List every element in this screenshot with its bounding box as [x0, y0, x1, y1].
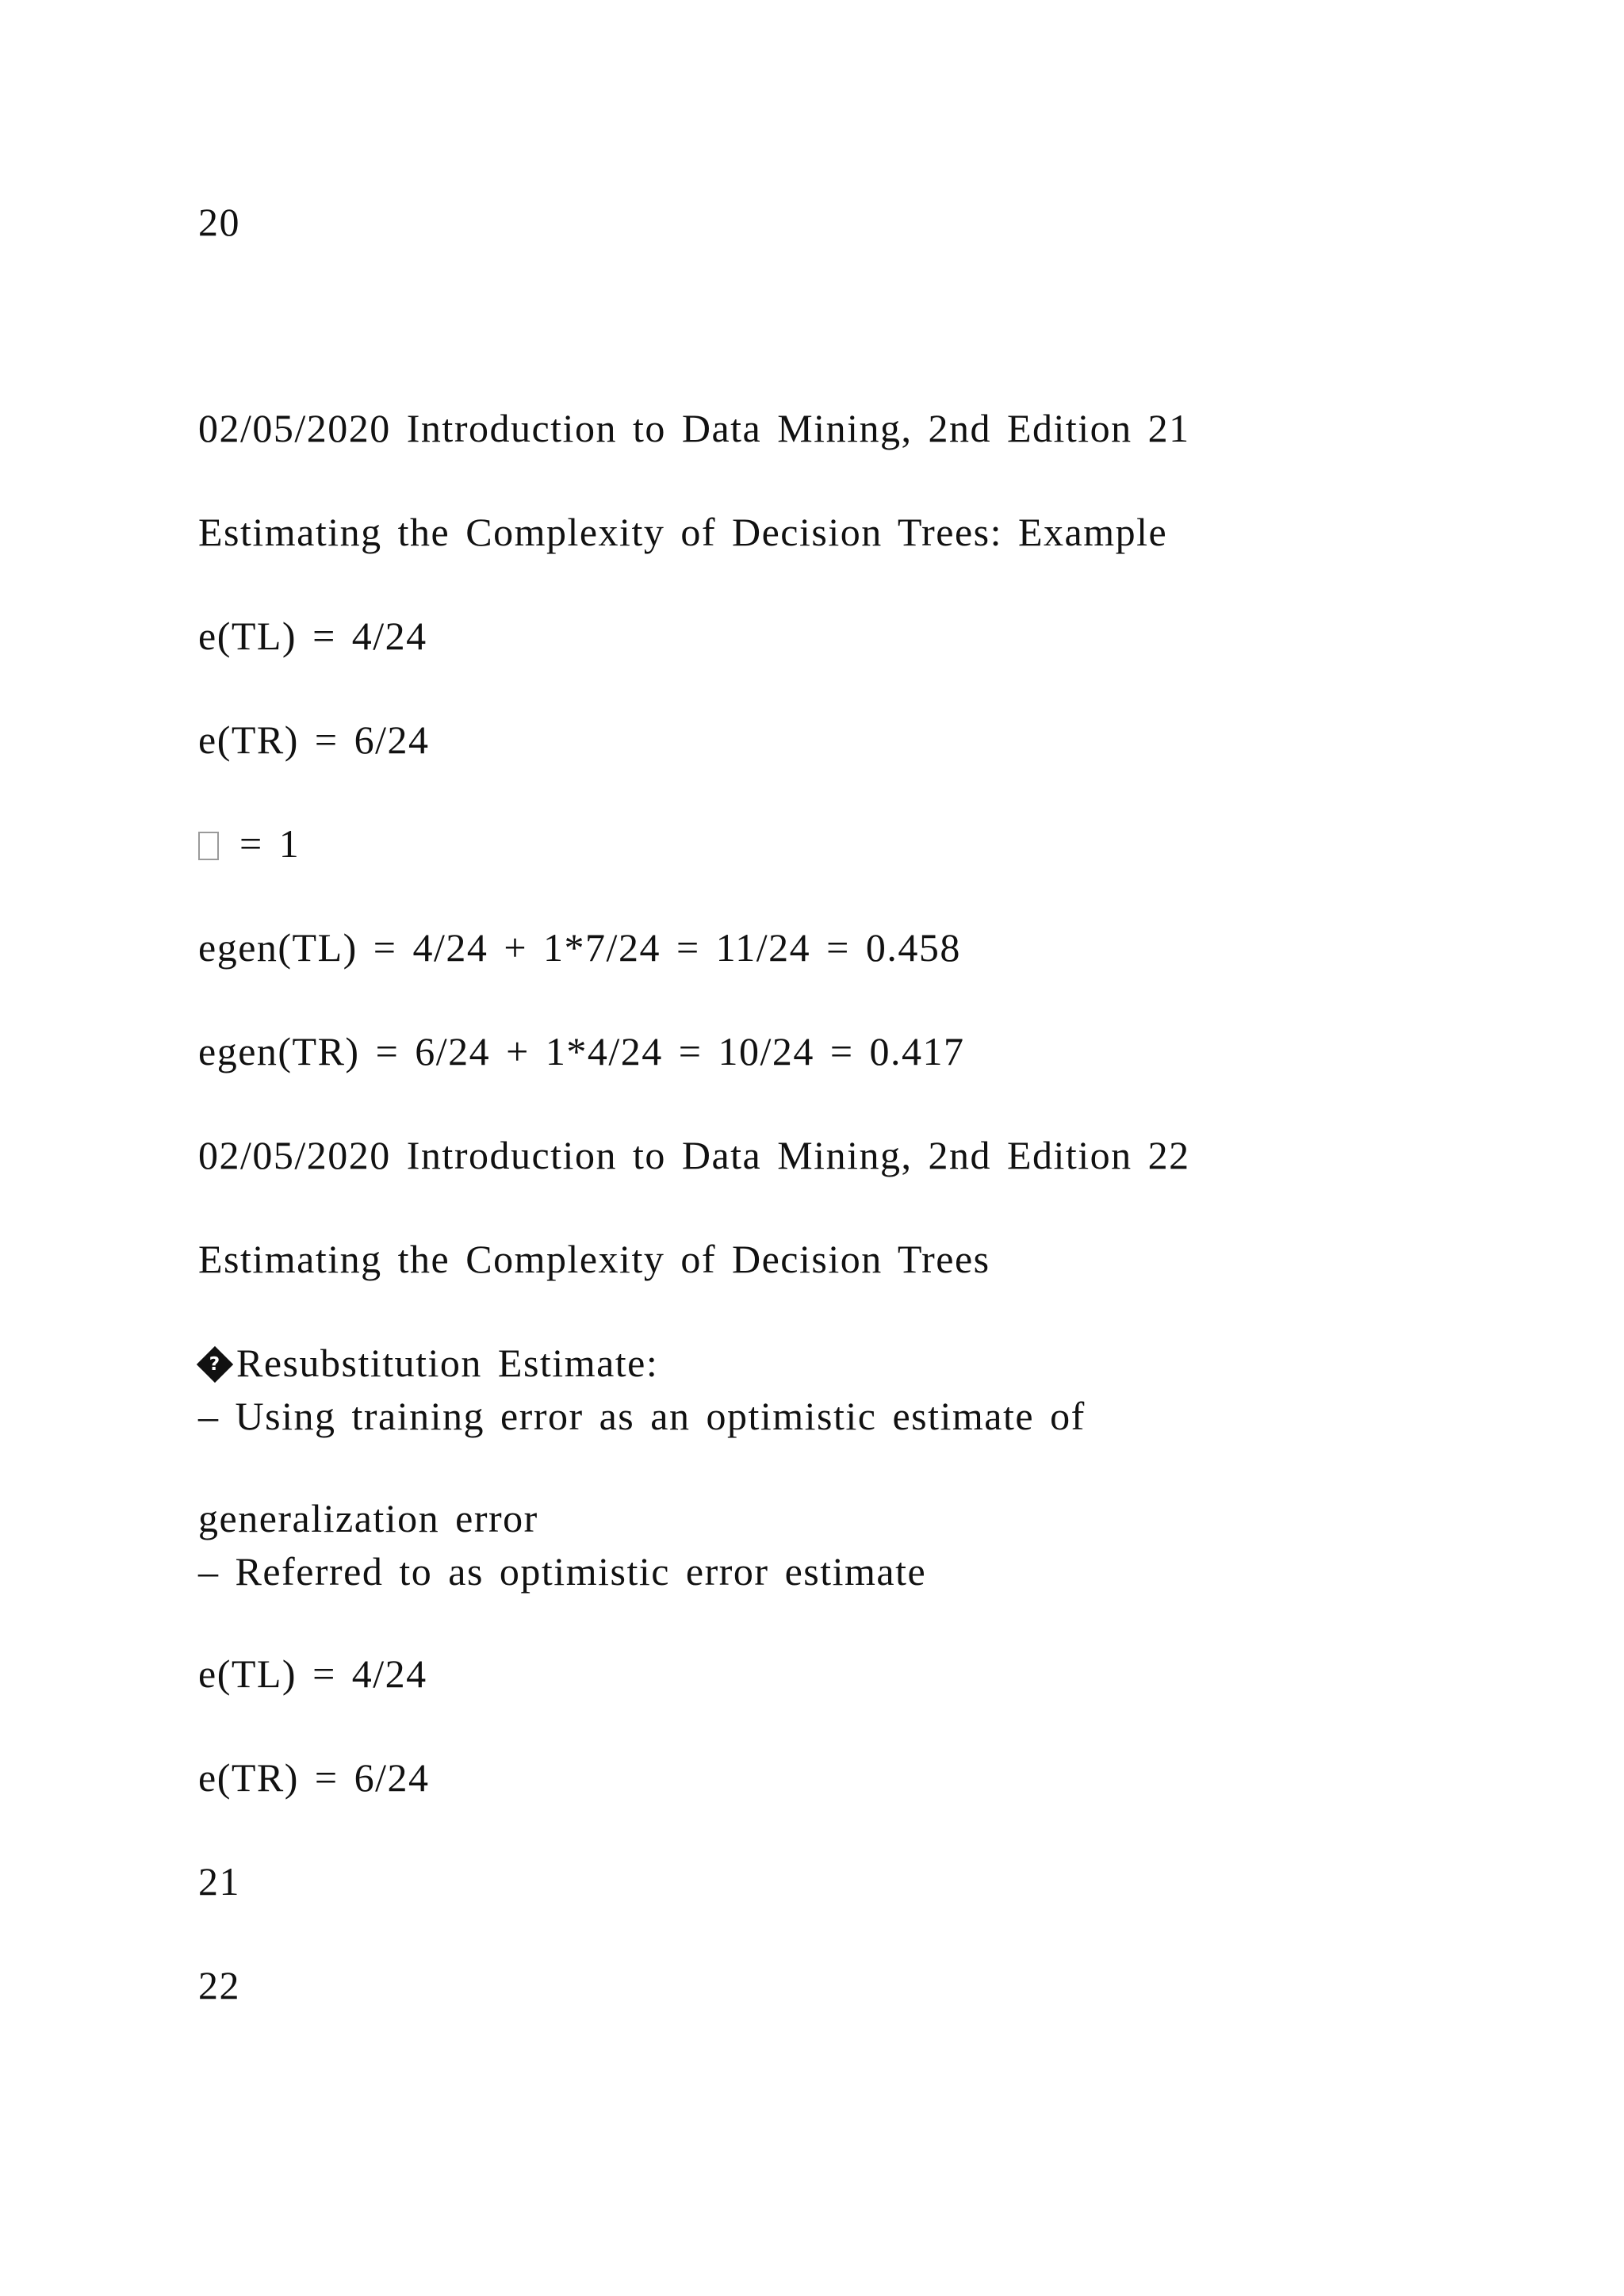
slide-22-footer: 02/05/2020 Introduction to Data Mining, 2nd Edition 22: [198, 1133, 1190, 1177]
slide-21-title: Estimating the Complexity of Decision Trees: Example: [198, 510, 1168, 554]
slide-22-sub-bullet-2: – Referred to as optimistic error estimate: [198, 1549, 927, 1594]
page-number-21: 21: [198, 1859, 240, 1904]
slide-22-error-tl: e(TL) = 4/24: [198, 1651, 427, 1696]
slide-21-egen-tl: egen(TL) = 4/24 + 1*7/24 = 11/24 = 0.458: [198, 925, 961, 970]
bullet-heading: Resubstitution Estimate:: [236, 1341, 659, 1385]
slide-21-error-tl: e(TL) = 4/24: [198, 614, 427, 658]
slide-22-title: Estimating the Complexity of Decision Trees: [198, 1237, 990, 1281]
slide-22-sub-bullet-1-line-2: generalization error: [198, 1496, 538, 1540]
page-number-top: 20: [198, 200, 240, 244]
replacement-character-icon: [197, 1346, 233, 1383]
slide-22-sub-bullet-1-line-1: – Using training error as an optimistic estimate of: [198, 1394, 1086, 1438]
slide-21-error-tr: e(TR) = 6/24: [198, 718, 430, 762]
slide-22-bullet-heading-line: [198, 1341, 658, 1385]
slide-21-egen-tr: egen(TR) = 6/24 + 1*4/24 = 10/24 = 0.417: [198, 1029, 965, 1073]
page-number-22: 22: [198, 1963, 240, 2007]
slide-21-omega-line: [198, 821, 300, 866]
slide-22-error-tr: e(TR) = 6/24: [198, 1755, 430, 1800]
missing-glyph-icon: [198, 832, 219, 860]
slide-21-footer: 02/05/2020 Introduction to Data Mining, 2nd Edition 21: [198, 406, 1190, 450]
omega-value: = 1: [239, 821, 301, 866]
